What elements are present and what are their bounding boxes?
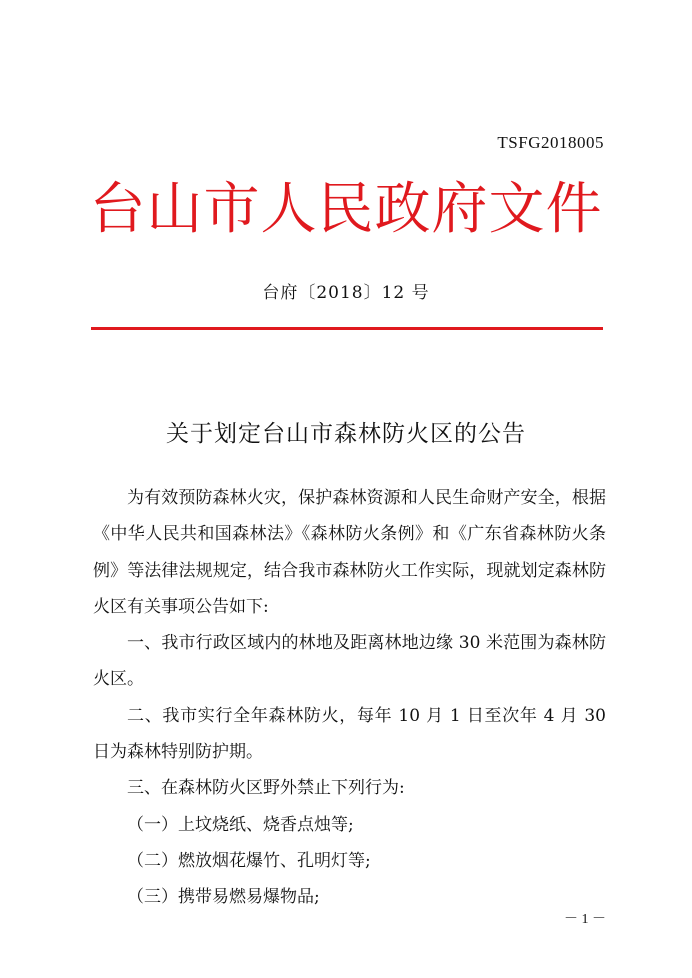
page-number: － 1 － [564,912,606,927]
masthead-title: 台山市人民政府文件 [89,177,603,242]
notice-title: 关于划定台山市森林防火区的公告 [166,421,526,447]
body-paragraph-item-2: 二、我市实行全年森林防火，每年 10 月 1 日至次年 4 月 30 日为森林特别防护期。 [93,705,606,763]
red-divider [91,327,603,330]
document-body [93,480,606,916]
body-subitem-3: （三）携带易燃易爆物品; [127,887,320,908]
body-paragraph-item-3: 三、在森林防火区野外禁止下列行为: [127,778,405,799]
body-paragraph-item-1: 一、我市行政区域内的林地及距离林地边缘 30 米范围为森林防火区。 [93,633,606,690]
body-subitem-2: （二）燃放烟花爆竹、孔明灯等; [127,850,371,871]
document-number: 台府〔2018〕12 号 [262,283,430,303]
body-paragraph-intro: 为有效预防森林火灾，保护森林资源和人民生命财产安全，根据《中华人民共和国森林法》《森林防火条例》和《广东省森林防火条例》等法律法规规定，结合我市森林防火工作实际，现就划定森林防火区有关事项公告如下: [93,488,606,617]
document-code: TSFG2018005 [497,133,604,152]
body-subitem-1: （一）上坟烧纸、烧香点烛等; [127,814,354,835]
